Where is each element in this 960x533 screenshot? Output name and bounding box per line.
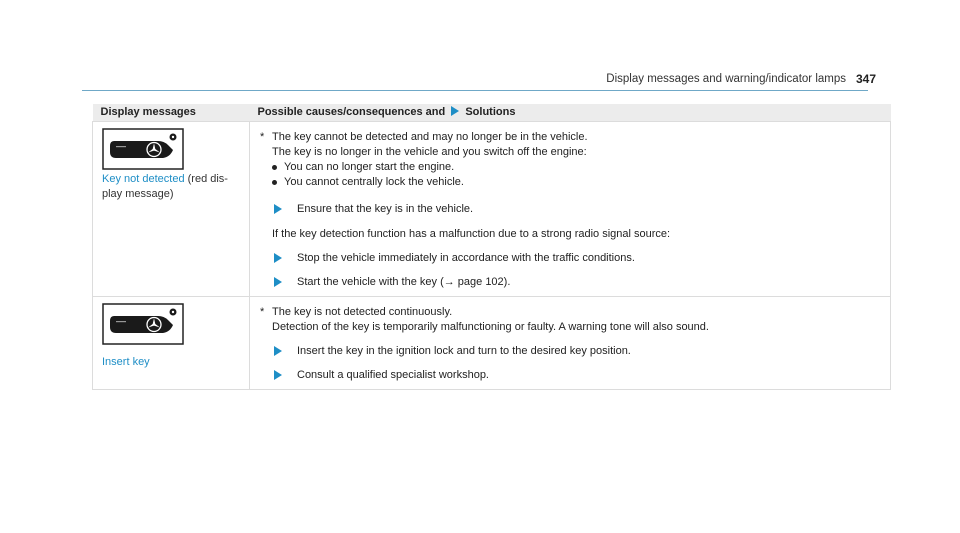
list-item: You can no longer start the engine. [284,160,882,175]
solution-text: Stop the vehicle immediately in accordance with the traffic conditions. [297,252,635,264]
arrow-right-icon [274,370,282,380]
column-header-causes-solutions [250,104,891,122]
arrow-right-icon [274,277,282,287]
solution-step [260,275,882,290]
solution-step [260,344,882,359]
arrow-right-icon [451,106,459,116]
solution-text: Start the vehicle with the key ( [297,276,444,288]
message-key-not-detected: Key not detected [102,173,185,185]
cause-detail: Detection of the key is temporarily malfunctioning or faulty. A warning tone will also sound. [272,321,709,333]
cause-text: The key is not detected continuously. [272,306,453,318]
causes-cell [250,297,891,390]
message-insert-key: Insert key [102,356,150,368]
cause-detail: The key is no longer in the vehicle and you switch off the engine: [272,146,587,158]
condition-paragraph: If the key detection function has a malfunction due to a strong radio signal source: [272,228,671,240]
cause-line: * The key cannot be detected and may no longer be in the vehicle. [260,131,588,143]
arrow-right-icon [274,204,282,214]
page-header [0,0,960,92]
message-cell [93,122,250,297]
display-messages-table [92,104,891,390]
causes-cell [250,122,891,297]
column-header-causes-label: Possible causes/consequences and [257,106,446,118]
table-header-row [93,104,891,122]
solution-step [260,251,882,266]
arrow-right-icon [274,346,282,356]
section-title: Display messages and warning/indicator lamps [606,73,846,85]
consequence-list [260,160,882,190]
solution-step [260,368,882,383]
list-item: You cannot centrally lock the vehicle. [284,175,882,190]
solution-text: Consult a qualified specialist workshop. [297,369,489,381]
car-key-icon [102,303,184,345]
message-cell [93,297,250,390]
cause-text: The key cannot be detected and may no longer be in the vehicle. [272,131,588,143]
column-header-solutions-label: Solutions [465,106,516,118]
page-number: 347 [856,72,877,86]
column-header-display-messages: Display messages [93,104,250,122]
header-divider [82,90,868,91]
solution-step [260,202,882,217]
solution-text: Ensure that the key is in the vehicle. [297,203,474,215]
solution-text: Insert the key in the ignition lock and turn to the desired key position. [297,345,631,357]
solution-text-end: ). [503,276,511,288]
page-reference-link[interactable]: → page 102 [443,276,504,288]
table-row [93,297,891,390]
arrow-right-icon [274,253,282,263]
cause-line: * The key is not detected continuously. [260,306,453,318]
car-key-icon [102,128,184,170]
message-note: (red dis- play message) [102,173,228,200]
table-row [93,122,891,297]
